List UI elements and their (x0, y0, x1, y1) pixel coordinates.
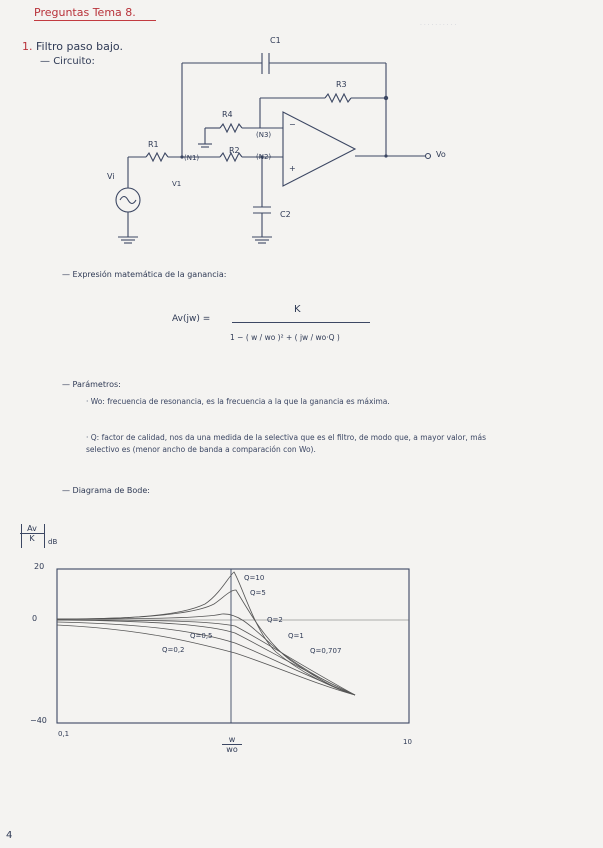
ytick-minus40: −40 (30, 716, 47, 725)
n1-label: (N1) (184, 154, 200, 162)
bode-xlabel (222, 735, 242, 754)
params-item-1: · Wo: frecuencia de resonancia, es la frecuencia a la que la ganancia es máxima. (86, 397, 390, 406)
section-title: Filtro paso bajo. (36, 40, 123, 53)
gain-numerator: K (294, 304, 301, 315)
page-number: 4 (6, 830, 13, 841)
curve-label-q05: Q=0,5 (190, 632, 213, 640)
params-heading: — Parámetros: (62, 380, 121, 389)
gain-lhs: Av(jw) = (172, 314, 211, 324)
curve-label-q10: Q=10 (244, 574, 265, 582)
c1-label: C1 (270, 36, 281, 45)
gain-heading: — Expresión matemática de la ganancia: (62, 270, 227, 279)
opamp-minus: − (289, 120, 296, 129)
r2-label: R2 (229, 146, 240, 155)
params-item-2: · Q: factor de calidad, nos da una medida de la selectiva que es el filtro, de modo que, a mayor valor, más selectivo es (menor ancho de banda a comparación con Wo). (86, 433, 486, 454)
params-heading-text: Parámetros: (72, 380, 121, 389)
circuit-label: — Circuito: (40, 56, 95, 67)
curve-label-q2: Q=2 (267, 616, 283, 624)
xlabel-denominator: wo (222, 744, 242, 754)
n3-label: (N3) (256, 131, 272, 139)
ylabel-denominator: K (20, 533, 44, 543)
r1-label: R1 (148, 140, 159, 149)
page-title: Preguntas Tema 8. (34, 6, 136, 19)
n2-label: (N2) (256, 153, 272, 161)
vi-label: Vi (107, 172, 115, 181)
bode-heading: — Diagrama de Bode: (62, 486, 150, 495)
ytick-0: 0 (32, 614, 38, 623)
ylabel-unit: dB (48, 538, 58, 546)
curve-label-q02: Q=0,2 (162, 646, 185, 654)
ytick-20: 20 (34, 562, 45, 571)
bode-heading-text: Diagrama de Bode: (72, 486, 150, 495)
curve-label-q5: Q=5 (250, 589, 266, 597)
section-number: 1. (22, 40, 33, 53)
r4-label: R4 (222, 110, 233, 119)
curve-label-q0707: Q=0,707 (310, 647, 342, 655)
curve-label-q1: Q=1 (288, 632, 304, 640)
xtick-0-1: 0,1 (58, 730, 70, 738)
c2-label: C2 (280, 210, 291, 219)
opamp-plus: + (289, 164, 296, 173)
circuit-label-text: Circuito: (53, 56, 95, 67)
ylabel-numerator: Av (27, 524, 37, 533)
gain-heading-text: Expresión matemática de la ganancia: (72, 270, 227, 279)
v1-label: V1 (172, 180, 182, 188)
bleed-through: · · · · · · · · · · (420, 22, 457, 29)
vo-label: Vo (436, 150, 446, 159)
xtick-10: 10 (403, 738, 412, 746)
r3-label: R3 (336, 80, 347, 89)
gain-denominator: 1 − ( w / wo )² + ( jw / wo·Q ) (230, 333, 340, 342)
xlabel-numerator: w (228, 735, 236, 744)
